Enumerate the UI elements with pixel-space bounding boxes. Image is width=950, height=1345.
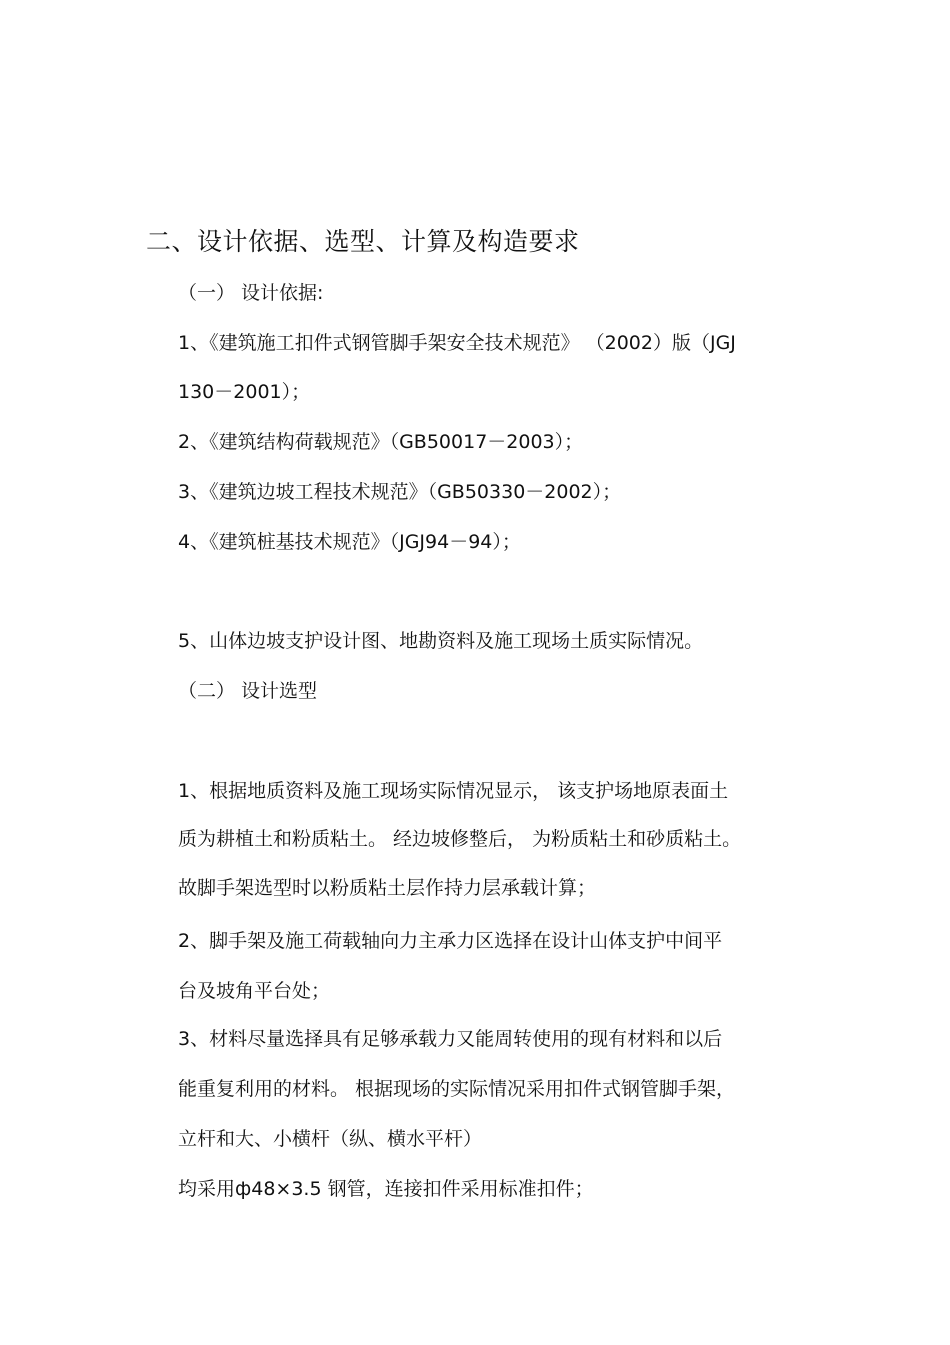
selection-item-3-line-3: 立杆和大、小横杆（纵、横水平杆） bbox=[178, 1128, 483, 1150]
selection-item-1-line-1: 1、根据地质资料及施工现场实际情况显示， 该支护场地原表面土 bbox=[178, 780, 729, 802]
selection-item-3-line-4: 均采用ф48×3.5 钢管，连接扣件采用标准扣件； bbox=[178, 1178, 594, 1200]
selection-item-1-line-2: 质为耕植土和粉质粘土。 经边坡修整后， 为粉质粘土和砂质粘土。 bbox=[178, 828, 742, 850]
selection-item-3-line-2: 能重复利用的材料。 根据现场的实际情况采用扣件式钢管脚手架， bbox=[178, 1078, 736, 1100]
basis-item-2: 2、《建筑结构荷载规范》（GB50017－2003）； bbox=[178, 431, 584, 453]
basis-item-1-line-2: 130－2001）； bbox=[178, 381, 311, 403]
basis-item-4: 4、《建筑桩基技术规范》（JGJ94－94）； bbox=[178, 531, 521, 553]
subsection-heading-design-selection: （二） 设计选型 bbox=[178, 680, 318, 702]
basis-item-1-line-1: 1、《建筑施工扣件式钢管脚手架安全技术规范》 （2002）版（JGJ bbox=[178, 332, 736, 354]
selection-item-2-line-1: 2、脚手架及施工荷载轴向力主承力区选择在设计山体支护中间平 bbox=[178, 930, 723, 952]
selection-item-3-line-1: 3、材料尽量选择具有足够承载力又能周转使用的现有材料和以后 bbox=[178, 1028, 723, 1050]
subsection-heading-design-basis: （一） 设计依据: bbox=[178, 282, 324, 304]
selection-item-2-line-2: 台及坡角平台处； bbox=[178, 980, 331, 1002]
basis-item-5: 5、山体边坡支护设计图、地勘资料及施工现场土质实际情况。 bbox=[178, 630, 704, 652]
basis-item-3: 3、《建筑边坡工程技术规范》（GB50330－2002）； bbox=[178, 481, 622, 503]
selection-item-1-line-3: 故脚手架选型时以粉质粘土层作持力层承载计算； bbox=[178, 877, 597, 899]
section-title: 二、设计依据、选型、计算及构造要求 bbox=[146, 227, 580, 256]
